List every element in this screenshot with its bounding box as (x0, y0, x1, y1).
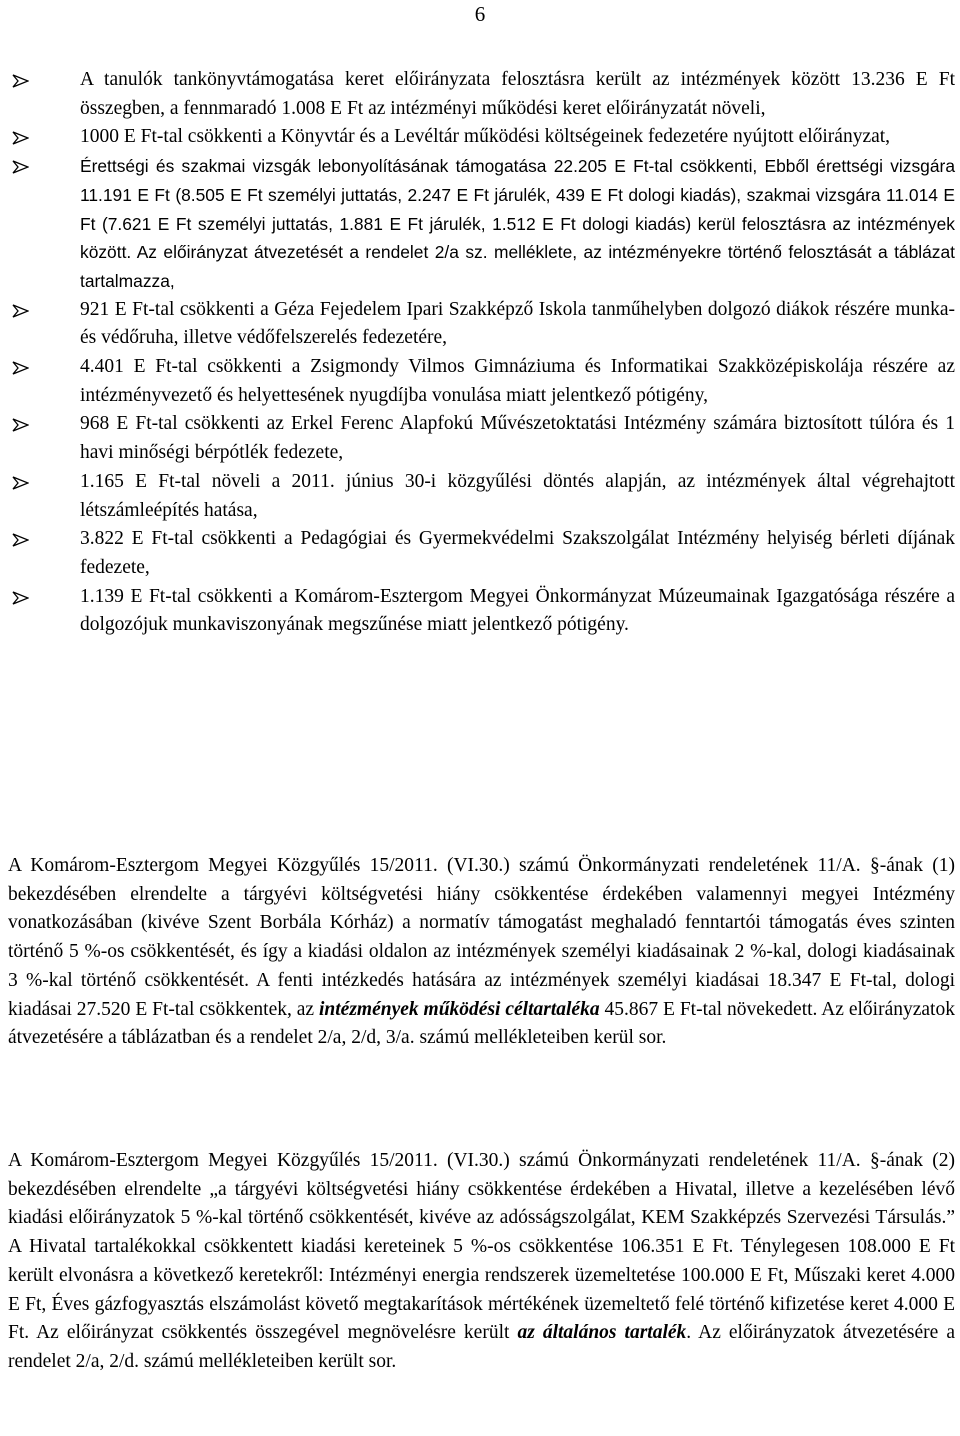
paragraph-text: A Komárom-Esztergom Megyei Közgyűlés 15/2011. (VI.30.) számú Önkormányzati rendeletének 11/A. §-ának (2) bekezdésében elrendelte „a tárgyévi költségvetési hiány csökkentése érdekében a Hivatal, illetve a kezelésében lévő kiadási előirányzatok 5 %-kal történő csökkentését, kivéve az adósságszolgálat, KEM Szakképzés Szervezési Társulás.” A Hivatal tartalékokkal csökkentett kiadási kereteinek 5 %-os csökkentése 106.351 E Ft. Ténylegesen 108.000 E Ft került elvonásra a következő keretekről: Intézményi energia rendszerek üzemeltetése 100.000 E Ft, Műszaki keret 4.000 E Ft, Éves gázfogyasztás elszámolást követő megtakarítások mértékének üzemeltető felé történő kifizetése keret 4.000 E Ft. Az előirányzat csökkentés összegével megnövelésre került (8, 1150, 955, 1344)
list-item (8, 353, 955, 410)
list-item-text: Érettségi és szakmai vizsgák lebonyolításának támogatása 22.205 E Ft-tal csökkenti, Ebből érettségi vizsgára 11.191 E Ft (8.505 E Ft személyi juttatás, 2.247 E Ft járulék, 439 E Ft dologi kiadás), szakmai vizsgára 11.014 E Ft (7.621 E Ft személyi juttatás, 1.881 E Ft járulék, 1.512 E Ft dologi kiadás) kerül felosztásra az intézmények között. Az előirányzat átvezetését a rendelet 2/a sz. melléklete, az intézményekre történő felosztását a táblázat tartalmazza, (80, 156, 955, 291)
list-item-text: 3.822 E Ft-tal csökkenti a Pedagógiai és Gyermekvédelmi Szakszolgálat Intézmény helyiség bérleti díjának fedezete, (80, 528, 955, 578)
list-item (8, 525, 955, 582)
arrow-bullet-icon (12, 591, 29, 605)
arrow-bullet-icon (12, 131, 29, 145)
page-number: 6 (474, 2, 486, 26)
arrow-bullet-icon (12, 476, 29, 490)
arrow-bullet-icon (12, 361, 29, 375)
paragraph-text: A Komárom-Esztergom Megyei Közgyűlés 15/2011. (VI.30.) számú Önkormányzati rendeletének 11/A. §-ának (1) bekezdésében elrendelte a tárgyévi költségvetési hiány csökkentése érdekében valamennyi megyei Intézmény vonatkozásában (kivéve Szent Borbála Kórház) a normatív támogatást meghaladó fenntartói támogatás éves szinten történő 5 %-os csökkentését, és így a kiadási oldalon az intézmények személyi kiadásainak 2 %-kal, dologi kiadásainak 3 %-kal történő csökkentését. A fenti intézkedés hatására az intézmények személyi kiadásai 18.347 E Ft-tal, dologi kiadásai 27.520 E Ft-tal csökkentek, az (8, 855, 955, 1020)
list-item (8, 468, 955, 525)
list-item (8, 66, 955, 123)
arrow-bullet-icon (12, 418, 29, 432)
arrow-bullet-icon (12, 533, 29, 547)
paragraph-text: 45.867 E Ft-tal növekedett. Az előirányzatok átvezetésére a táblázatban és a rendelet 2/a, 2/d, 3/a. számú mellékleteiben kerül sor. (8, 998, 955, 1049)
list-item-text: A tanulók tankönyvtámogatása keret előirányzata felosztásra került az intézmények között 13.236 E Ft összegben, a fennmaradó 1.008 E Ft az intézményi működési keret előirányzatát növeli, (80, 69, 955, 119)
arrow-bullet-icon (12, 160, 29, 174)
list-item-text: 1000 E Ft-tal csökkenti a Könyvtár és a Levéltár működési költségeinek fedezetére nyújtott előirányzat, (80, 126, 891, 148)
list-item-text: 1.165 E Ft-tal növeli a 2011. június 30-i közgyűlési döntés alapján, az intézmények által végrehajtott létszámleépítés hatása, (80, 470, 955, 521)
arrow-bullet-icon (12, 74, 29, 88)
list-item (8, 583, 955, 640)
list-item-text: 921 E Ft-tal csökkenti a Géza Fejedelem Ipari Szakképző Iskola tanműhelyben dolgozó diákok részére munka- és védőruha, illetve védőfelszerelés fedezetére, (80, 298, 955, 349)
paragraph-text: . Az előirányzatok átvezetésére a rendelet 2/a, 2/d. számú mellékleteiben került sor. (8, 1322, 955, 1372)
paragraph-reserve (8, 852, 955, 1053)
list-item (8, 296, 955, 353)
list-item-text: 968 E Ft-tal csökkenti az Erkel Ferenc Alapfokú Művészetoktatási Intézmény számára biztosított túlóra és 1 havi minőségi bérpótlék fedezete, (80, 413, 955, 464)
list-item-text: 1.139 E Ft-tal csökkenti a Komárom-Esztergom Megyei Önkormányzat Múzeumainak Igazgatósága részére a dolgozójuk munkaviszonyának megszűnése miatt jelentkező pótigény. (80, 585, 955, 636)
list-item-text: 4.401 E Ft-tal csökkenti a Zsigmondy Vilmos Gimnáziuma és Informatikai Szakközépiskolája részére az intézményvezető és helyettesének nyugdíjba vonulása miatt jelentkező pótigény, (80, 356, 955, 406)
list-item (8, 123, 955, 152)
emphasis-text: az általános tartalék (517, 1322, 687, 1344)
list-item (8, 152, 955, 296)
list-item (8, 410, 955, 467)
arrow-bullet-icon (12, 304, 29, 318)
bullet-list (8, 66, 955, 640)
paragraph-general-reserve (8, 1147, 955, 1377)
emphasis-text: intézmények működési céltartaléka (318, 998, 600, 1020)
